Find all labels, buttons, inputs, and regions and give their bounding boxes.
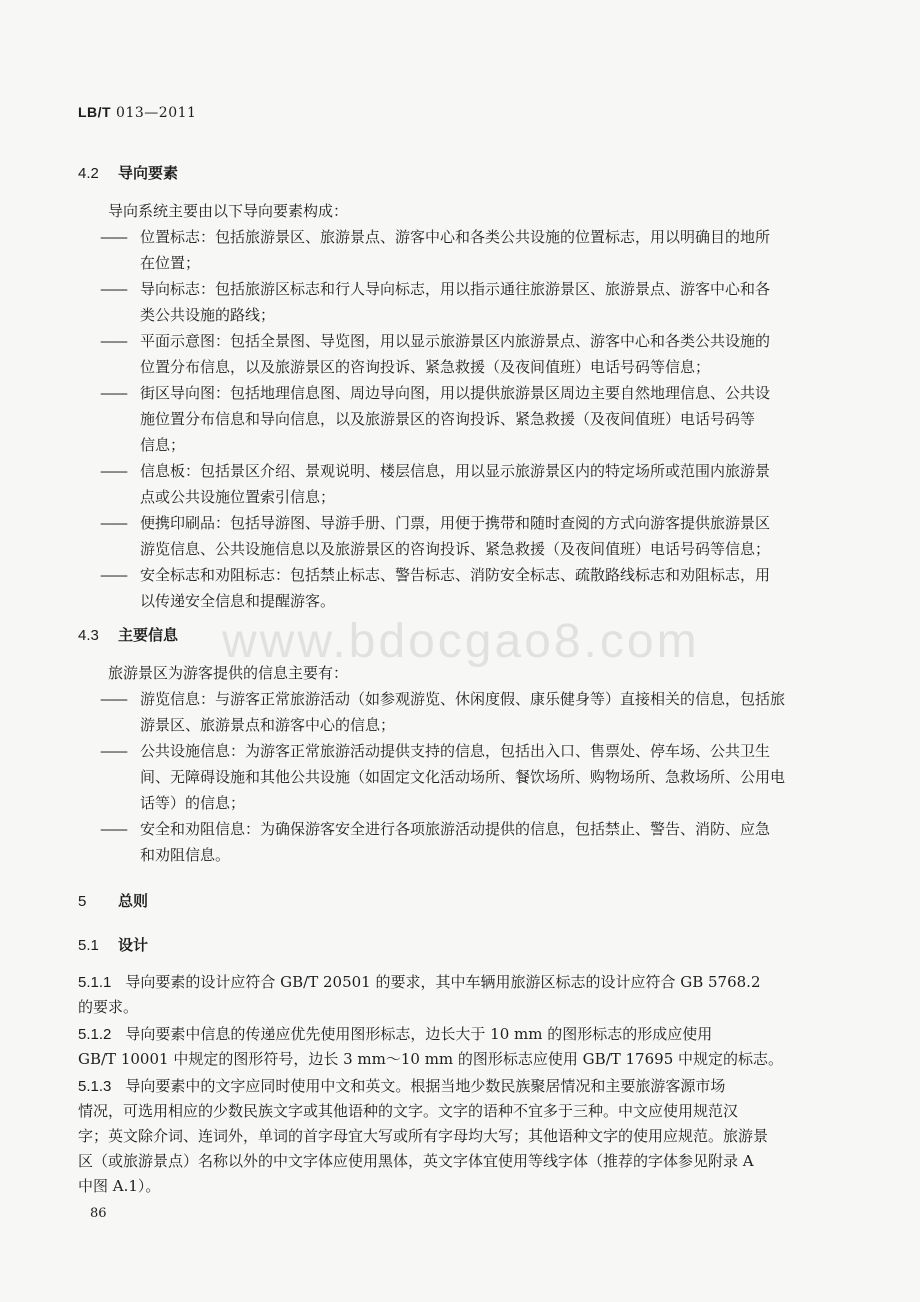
- clause-5-1-3: 5.1.3 导向要素中的文字应同时使用中文和英文。根据当地少数民族聚居情况和主要旅游客源市场 情况，可选用相应的少数民族文字或其他语种的文字。文字的语种不宜多于三种。中文应使用规范汉 字；英文除介词、连词外，单词的首字母宜大写或所有字母均大写；其他语种文字的使用应规范。旅游景 区（或旅游景点）名称以外的中文字体应使用黑体，英文字体宜使用等线字体（推荐的字体参见附录 A 中图 A.1）。: [78, 1077, 769, 1195]
- list-item: —— 便携印刷品：包括导游图、导游手册、门票，用便于携带和随时查阅的方式向游客提供旅游景区 游览信息、公共设施信息以及旅游景区的咨询投诉、紧急救援（及夜间值班）电话号码等信息；: [100, 514, 771, 558]
- clause-5-1-2: 5.1.2 导向要素中信息的传递应优先使用图形标志，边长大于 10 mm 的图形标志的形成应使用 GB/T 10001 中规定的图形符号，边长 3 mm～10 mm 的图形标志应使用 GB/T 17695 中规定的标志。: [78, 1025, 784, 1068]
- list-item: —— 安全标志和劝阻标志：包括禁止标志、警告标志、消防安全标志、疏散路线标志和劝阻标志，用 以传递安全信息和提醒游客。: [100, 566, 771, 610]
- list-item: —— 游览信息：与游客正常旅游活动（如参观游览、休闲度假、康乐健身等）直接相关的信息，包括旅 游景区、旅游景点和游客中心的信息；: [100, 690, 786, 734]
- list-item: —— 信息板：包括景区介绍、景观说明、楼层信息，用以显示旅游景区内的特定场所或范围内旅游景 点或公共设施位置索引信息；: [100, 462, 771, 506]
- section-5-heading: 5 总则: [78, 892, 149, 910]
- section-4-3-intro: 旅游景区为游客提供的信息主要有：: [108, 664, 349, 682]
- list-item: —— 安全和劝阻信息：为确保游客安全进行各项旅游活动提供的信息，包括禁止、警告、消防、应急 和劝阻信息。: [100, 820, 771, 864]
- section-4-2-intro: 导向系统主要由以下导向要素构成：: [108, 202, 349, 220]
- list-item: —— 平面示意图：包括全景图、导览图，用以显示旅游景区内旅游景点、游客中心和各类公共设施的 位置分布信息，以及旅游景区的咨询投诉、紧急救援（及夜间值班）电话号码等信息；: [100, 332, 771, 376]
- watermark: www.bdocgao8.com: [222, 615, 700, 668]
- section-4-3-heading: 4.3 主要信息: [78, 626, 179, 644]
- section-4-2-heading: 4.2 导向要素: [78, 164, 179, 182]
- clause-5-1-1: 5.1.1 导向要素的设计应符合 GB/T 20501 的要求，其中车辆用旅游区标志的设计应符合 GB 5768.2 的要求。: [78, 973, 761, 1016]
- list-item: —— 公共设施信息：为游客正常旅游活动提供支持的信息，包括出入口、售票处、停车场、公共卫生 间、无障碍设施和其他公共设施（如固定文化活动场所、餐饮场所、购物场所、急救场所、公用电 话等）的信息；: [100, 742, 786, 812]
- list-item: —— 位置标志：包括旅游景区、旅游景点、游客中心和各类公共设施的位置标志，用以明确目的地所 在位置；: [100, 228, 771, 272]
- list-item: —— 街区导向图：包括地理信息图、周边导向图，用以提供旅游景区周边主要自然地理信息、公共设 施位置分布信息和导向信息，以及旅游景区的咨询投诉、紧急救援（及夜间值班）电话号码等 信息；: [100, 384, 771, 454]
- section-5-1-heading: 5.1 设计: [78, 936, 149, 954]
- standard-code-header: LB/T 013—2011: [78, 104, 197, 121]
- list-item: —— 导向标志：包括旅游区标志和行人导向标志，用以指示通往旅游景区、旅游景点、游客中心和各 类公共设施的路线；: [100, 280, 771, 324]
- page-number: 86: [90, 1206, 107, 1221]
